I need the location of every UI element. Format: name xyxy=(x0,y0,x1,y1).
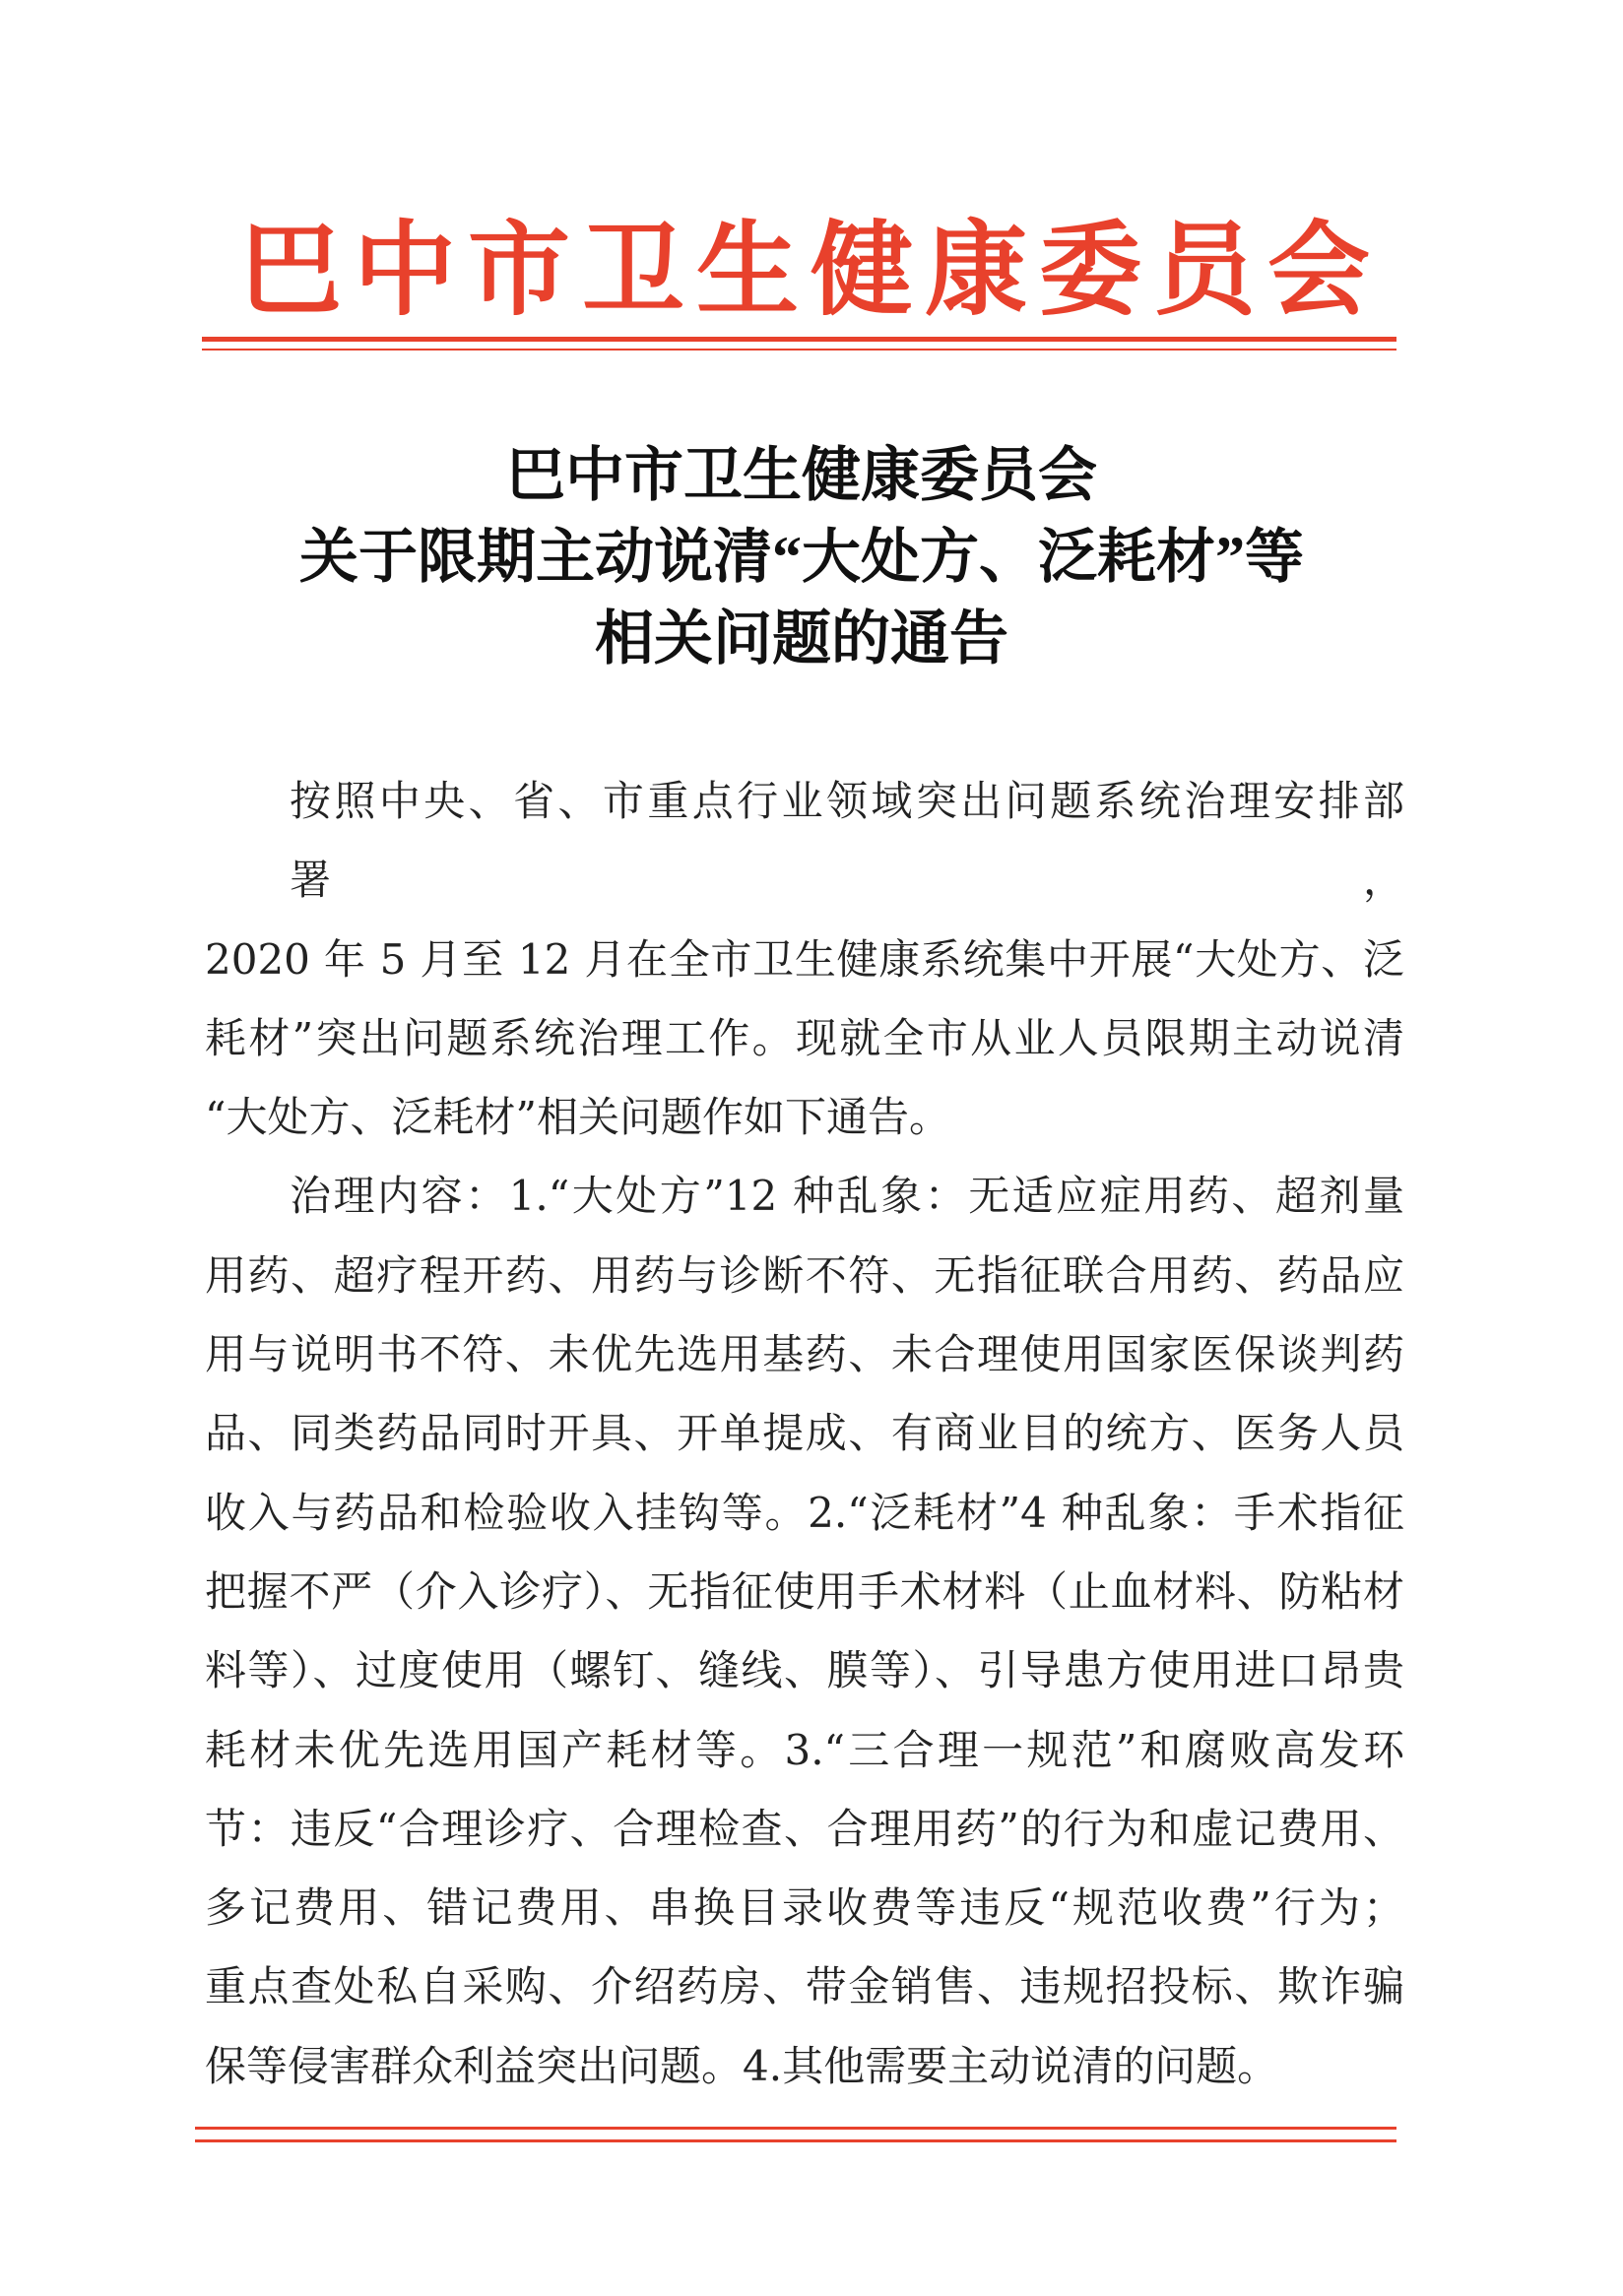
notice-title-line: 巴中市卫生健康委员会 xyxy=(506,443,1097,508)
body-line: 重点查处私自采购、介绍药房、带金销售、违规招投标、欺诈骗 xyxy=(205,1962,1404,2011)
notice-title xyxy=(0,435,1603,680)
footer-rule-upper xyxy=(195,2127,1396,2130)
paragraph-intro xyxy=(205,762,1404,1157)
body-line: 按照中央、省、市重点行业领域突出问题系统治理安排部署， xyxy=(290,777,1404,905)
letterhead-rule-thick xyxy=(202,337,1396,342)
body-line: 保等侵害群众利益突出问题。4.其他需要主动说清的问题。 xyxy=(205,2041,1279,2090)
body-line: 收入与药品和检验收入挂钩等。2.“泛耗材”4 种乱象：手术指征 xyxy=(205,1488,1404,1537)
body-line: 耗材未优先选用国产耗材等。3.“三合理一规范”和腐败高发环 xyxy=(205,1725,1404,1774)
notice-title-line: 关于限期主动说清“大处方、泛耗材”等 xyxy=(299,525,1304,590)
body-line: 治理内容：1.“大处方”12 种乱象：无适应症用药、超剂量 xyxy=(290,1172,1404,1221)
body-line: “大处方、泛耗材”相关问题作如下通告。 xyxy=(205,1093,950,1142)
notice-body xyxy=(205,762,1404,2106)
body-line: 多记费用、错记费用、串换目录收费等违反“规范收费”行为； xyxy=(205,1883,1404,1933)
body-line: 用药、超疗程开药、用药与诊断不符、无指征联合用药、药品应 xyxy=(205,1250,1404,1300)
body-line: 用与说明书不符、未优先选用基药、未合理使用国家医保谈判药 xyxy=(205,1330,1404,1379)
letterhead-title: 巴中市卫生健康委员会 xyxy=(238,209,1382,330)
body-line: 把握不严（介入诊疗）、无指征使用手术材料（止血材料、防粘材 xyxy=(205,1566,1404,1616)
paragraph-governance-content xyxy=(205,1157,1404,2106)
body-line: 料等）、过度使用（螺钉、缝线、膜等）、引导患方使用进口昂贵 xyxy=(205,1646,1404,1695)
footer-rule-lower xyxy=(195,2139,1396,2142)
letterhead-rule-thin xyxy=(202,349,1396,351)
body-line: 耗材”突出问题系统治理工作。现就全市从业人员限期主动说清 xyxy=(205,1013,1404,1062)
body-line: 品、同类药品同时开具、开单提成、有商业目的统方、医务人员 xyxy=(205,1409,1404,1458)
notice-title-line: 相关问题的通告 xyxy=(595,606,1008,671)
body-line: 节：违反“合理诊疗、合理检查、合理用药”的行为和虚记费用、 xyxy=(205,1804,1404,1853)
body-line: 2020 年 5 月至 12 月在全市卫生健康系统集中开展“大处方、泛 xyxy=(205,934,1404,984)
